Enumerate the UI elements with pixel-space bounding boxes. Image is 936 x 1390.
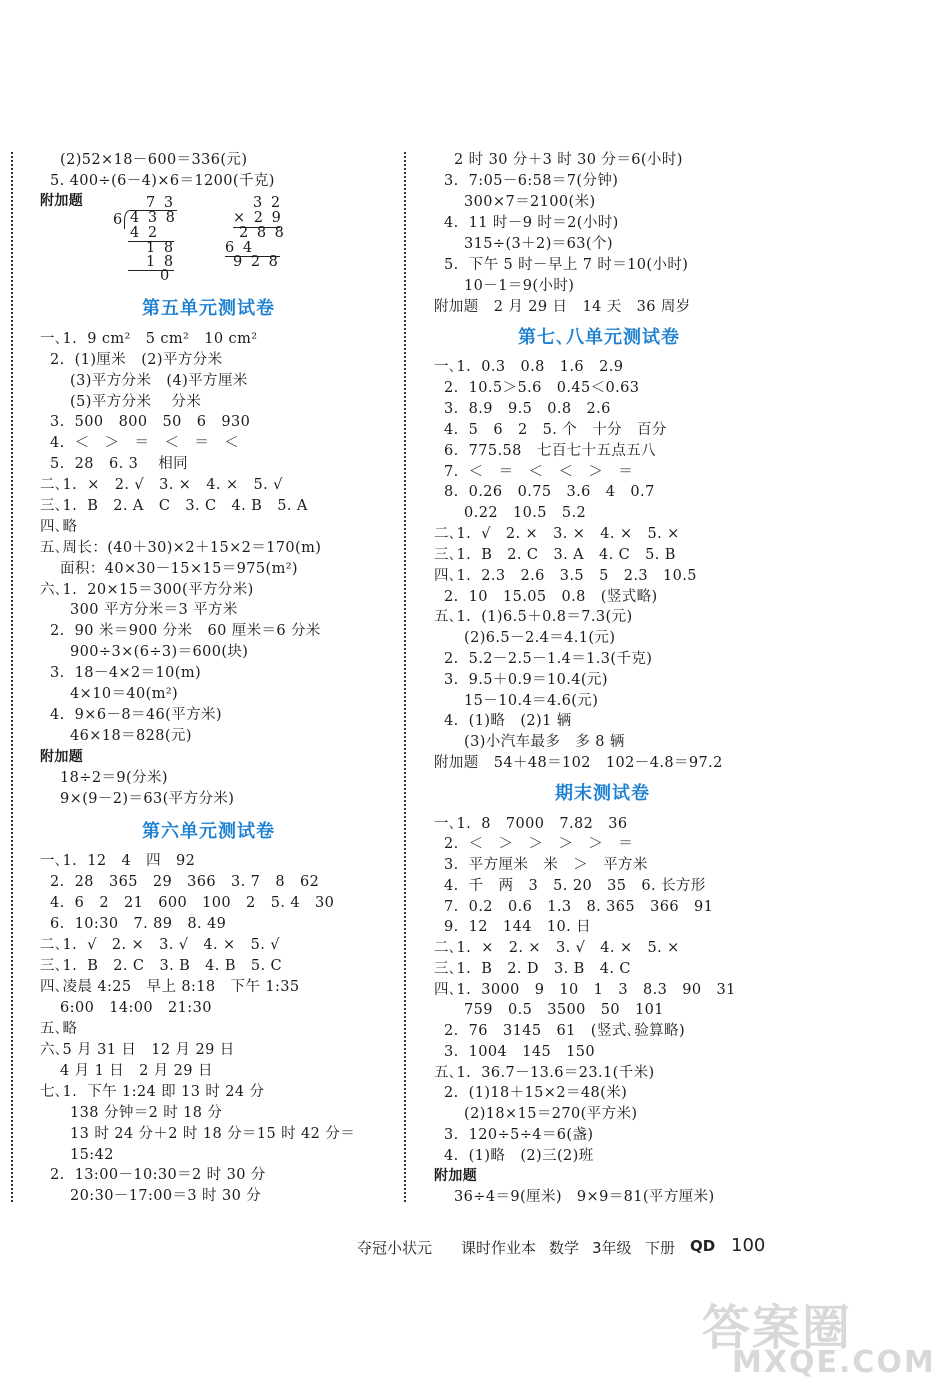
division-quotient: 7 3: [146, 195, 176, 211]
answer-line: 759 0.5 3500 50 101: [434, 1002, 664, 1018]
answer-line: 五､略: [40, 1021, 78, 1037]
answer-line: 七､1. 下午 1:24 即 13 时 24 分: [40, 1084, 265, 1100]
answer-line: 7. 0.2 0.6 1.3 8. 365 366 91: [434, 899, 714, 915]
answer-line: 4. 千 两 3 5. 20 35 6. 长方形: [434, 878, 706, 894]
answer-line: 三､1. B 2. A C 3. C 4. B 5. A: [40, 498, 308, 514]
answer-line: 附加题 54＋48＝102 102－4.8＝97.2: [434, 755, 723, 771]
answer-line: 2. 76 3145 61 (竖式､验算略): [434, 1023, 686, 1039]
answer-line: 36÷4＝9(厘米) 9×9＝81(平方厘米): [434, 1189, 715, 1205]
division-step: 4 2: [130, 225, 160, 241]
division-step: 1 8: [146, 240, 176, 256]
answer-line: 3. 18－4×2＝10(m): [40, 665, 202, 681]
answer-line: 附加题 2 月 29 日 14 天 36 周岁: [434, 299, 691, 315]
multiplication-product: 9 2 8: [233, 254, 280, 270]
answer-line: 二､1. √ 2. × 3. √ 4. × 5. √: [40, 937, 280, 953]
extra-question-label: 附加题: [40, 193, 84, 209]
answer-line: 六､5 月 31 日 12 月 29 日: [40, 1042, 235, 1058]
answer-line: 15:42: [40, 1147, 114, 1163]
answer-line: 4. 6 2 21 600 100 2 5. 4 30: [40, 895, 335, 911]
answer-line: 4. 11 时－9 时＝2(小时): [434, 215, 619, 231]
section-title-unit6: 第六单元测试卷: [142, 821, 275, 842]
division-divisor: 6: [113, 212, 125, 228]
section-title-unit7-8: 第七､八单元测试卷: [518, 327, 680, 348]
extra-question-label: 附加题: [40, 749, 84, 765]
answer-line: 300 平方分米＝3 平方米: [40, 602, 238, 618]
answer-line: 2. 5.2－2.5－1.4＝1.3(千克): [434, 651, 653, 667]
answer-line: 2. 13:00－10:30＝2 时 30 分: [40, 1167, 266, 1183]
answer-line: (3)小汽车最多 多 8 辆: [434, 734, 625, 750]
answer-line: 一､1. 8 7000 7.82 36: [434, 816, 628, 832]
answer-line: 4×10＝40(m²): [40, 686, 179, 702]
answer-line: 0.22 10.5 5.2: [434, 505, 587, 521]
answer-line: 2 时 30 分＋3 时 30 分＝6(小时): [434, 152, 683, 168]
answer-line: 20:30－17:00＝3 时 30 分: [40, 1188, 262, 1204]
multiplication-partial: 6 4: [225, 240, 255, 256]
answer-line: 46×18＝828(元): [40, 728, 192, 744]
answer-line: 18÷2＝9(分米): [40, 770, 168, 786]
answer-line: (2)52×18－600＝336(元): [40, 152, 248, 168]
answer-line: 6. 10:30 7. 89 8. 49: [40, 916, 227, 932]
answer-line: (2)18×15＝270(平方米): [434, 1106, 638, 1122]
watermark-logo: [702, 1289, 936, 1384]
footer-subject: 数学: [549, 1239, 580, 1257]
answer-line: 2. (1)18＋15×2＝48(米): [434, 1085, 628, 1101]
page-number: 100: [731, 1235, 766, 1256]
answer-line: 二､1. × 2. × 3. √ 4. × 5. ×: [434, 940, 680, 956]
answer-line: 4 月 1 日 2 月 29 日: [40, 1063, 213, 1079]
answer-line: 四､1. 3000 9 10 1 3 8.3 90 31: [434, 982, 736, 998]
answer-line: 5. 400÷(6－4)×6＝1200(千克): [40, 173, 275, 189]
footer-grade: 3年级: [592, 1239, 632, 1257]
answer-line: 300×7＝2100(米): [434, 194, 596, 210]
division-remainder: 0: [160, 268, 172, 284]
answer-line: 4. 5 6 2 5. 个 十分 百分: [434, 422, 667, 438]
answer-line: 3. 平方厘米 米 ＞ 平方米: [434, 857, 648, 873]
footer-volume: 下册: [645, 1239, 676, 1257]
watermark-url: MXQE.COM: [732, 1345, 936, 1380]
answer-line: 3. 120÷5÷4＝6(盏): [434, 1127, 594, 1143]
answer-line: 3. 7:05－6:58＝7(分钟): [434, 173, 619, 189]
answer-line: 5. 28 6. 3 相同: [40, 456, 189, 472]
binding-margin-middle: [404, 152, 406, 1202]
section-title-final: 期末测试卷: [555, 783, 650, 804]
answer-line: 9×(9－2)＝63(平方分米): [40, 791, 235, 807]
answer-line: 2. 10.5＞5.6 0.45＜0.63: [434, 380, 640, 396]
footer-brand: 夺冠小状元: [357, 1239, 433, 1257]
answer-line: 4. 9×6－8＝46(平方米): [40, 707, 222, 723]
binding-margin-left: [11, 152, 13, 1202]
answer-line: 3. 1004 145 150: [434, 1044, 595, 1060]
answer-line: 8. 0.26 0.75 3.6 4 0.7: [434, 484, 655, 500]
answer-line: 138 分钟＝2 时 18 分: [40, 1105, 223, 1121]
answer-line: 7. ＜ ＝ ＜ ＜ ＞ ＝: [434, 464, 634, 480]
answer-line: 4. ＜ ＞ ＝ ＜ ＝ ＜: [40, 435, 240, 451]
footer-book: 课时作业本: [461, 1239, 537, 1257]
multiplication-factor: × 2 9: [233, 210, 283, 226]
answer-line: (5)平方分米 分米: [40, 394, 202, 410]
answer-line: 6:00 14:00 21:30: [40, 1000, 212, 1016]
answer-line: (2)6.5－2.4＝4.1(元): [434, 630, 616, 646]
answer-line: 3. 500 800 50 6 930: [40, 414, 251, 430]
answer-line: 10－1＝9(小时): [434, 278, 575, 294]
division-dividend: 4 3 8: [130, 210, 177, 226]
extra-question-label: 附加题: [434, 1168, 478, 1184]
answer-line: 2. (1)厘米 (2)平方分米: [40, 352, 223, 368]
answer-line: 五､周长：(40＋30)×2＋15×2＝170(m): [40, 540, 322, 556]
answer-line: 13 时 24 分＋2 时 18 分＝15 时 42 分＝: [40, 1126, 356, 1142]
answer-line: 900÷3×(6÷3)＝600(块): [40, 644, 249, 660]
answer-line: 2. 28 365 29 366 3. 7 8 62: [40, 874, 320, 890]
answer-line: 六､1. 20×15＝300(平方分米): [40, 582, 254, 598]
answer-line: 四､凌晨 4:25 早上 8:18 下午 1:35: [40, 979, 300, 995]
answer-line: 面积：40×30－15×15＝975(m²): [40, 561, 298, 577]
answer-line: 一､1. 12 4 四 92: [40, 853, 196, 869]
answer-line: 五､1. 36.7－13.6＝23.1(千米): [434, 1065, 655, 1081]
answer-line: 3. 9.5＋0.9＝10.4(元): [434, 672, 608, 688]
answer-line: 三､1. B 2. D 3. B 4. C: [434, 961, 631, 977]
answer-line: 四､1. 2.3 2.6 3.5 5 2.3 10.5: [434, 568, 697, 584]
answer-line: 4. (1)略 (2)三(2)班: [434, 1148, 594, 1164]
answer-line: 一､1. 9 cm² 5 cm² 10 cm²: [40, 331, 258, 347]
answer-line: 15－10.4＝4.6(元): [434, 693, 599, 709]
answer-line: 二､1. √ 2. × 3. × 4. × 5. ×: [434, 526, 680, 542]
answer-line: 一､1. 0.3 0.8 1.6 2.9: [434, 359, 624, 375]
footer-edition: QD: [690, 1237, 716, 1255]
watermark-text: 答案圈: [702, 1300, 853, 1356]
answer-line: 三､1. B 2. C 3. B 4. B 5. C: [40, 958, 283, 974]
answer-line: (3)平方分米 (4)平方厘米: [40, 373, 248, 389]
answer-line: 三､1. B 2. C 3. A 4. C 5. B: [434, 547, 676, 563]
answer-line: 4. (1)略 (2)1 辆: [434, 713, 572, 729]
answer-line: 2. ＜ ＞ ＞ ＞ ＞ ＝: [434, 836, 634, 852]
section-title-unit5: 第五单元测试卷: [142, 298, 275, 319]
multiplication-top: 3 2: [253, 195, 283, 211]
answer-line: 2. 90 米＝900 分米 60 厘米＝6 分米: [40, 623, 321, 639]
division-step: 1 8: [146, 254, 176, 270]
answer-line: 3. 8.9 9.5 0.8 2.6: [434, 401, 611, 417]
answer-line: 二､1. × 2. √ 3. × 4. × 5. √: [40, 477, 283, 493]
answer-line: 2. 10 15.05 0.8 (竖式略): [434, 589, 658, 605]
answer-line: 五､1. (1)6.5＋0.8＝7.3(元): [434, 609, 633, 625]
answer-line: 9. 12 144 10. 日: [434, 919, 592, 935]
answer-line: 315÷(3＋2)＝63(个): [434, 236, 613, 252]
answer-line: 6. 775.58 七百七十五点五八: [434, 443, 657, 459]
answer-line: 四､略: [40, 519, 78, 535]
multiplication-partial: 2 8 8: [239, 225, 286, 241]
answer-line: 5. 下午 5 时－早上 7 时＝10(小时): [434, 257, 689, 273]
